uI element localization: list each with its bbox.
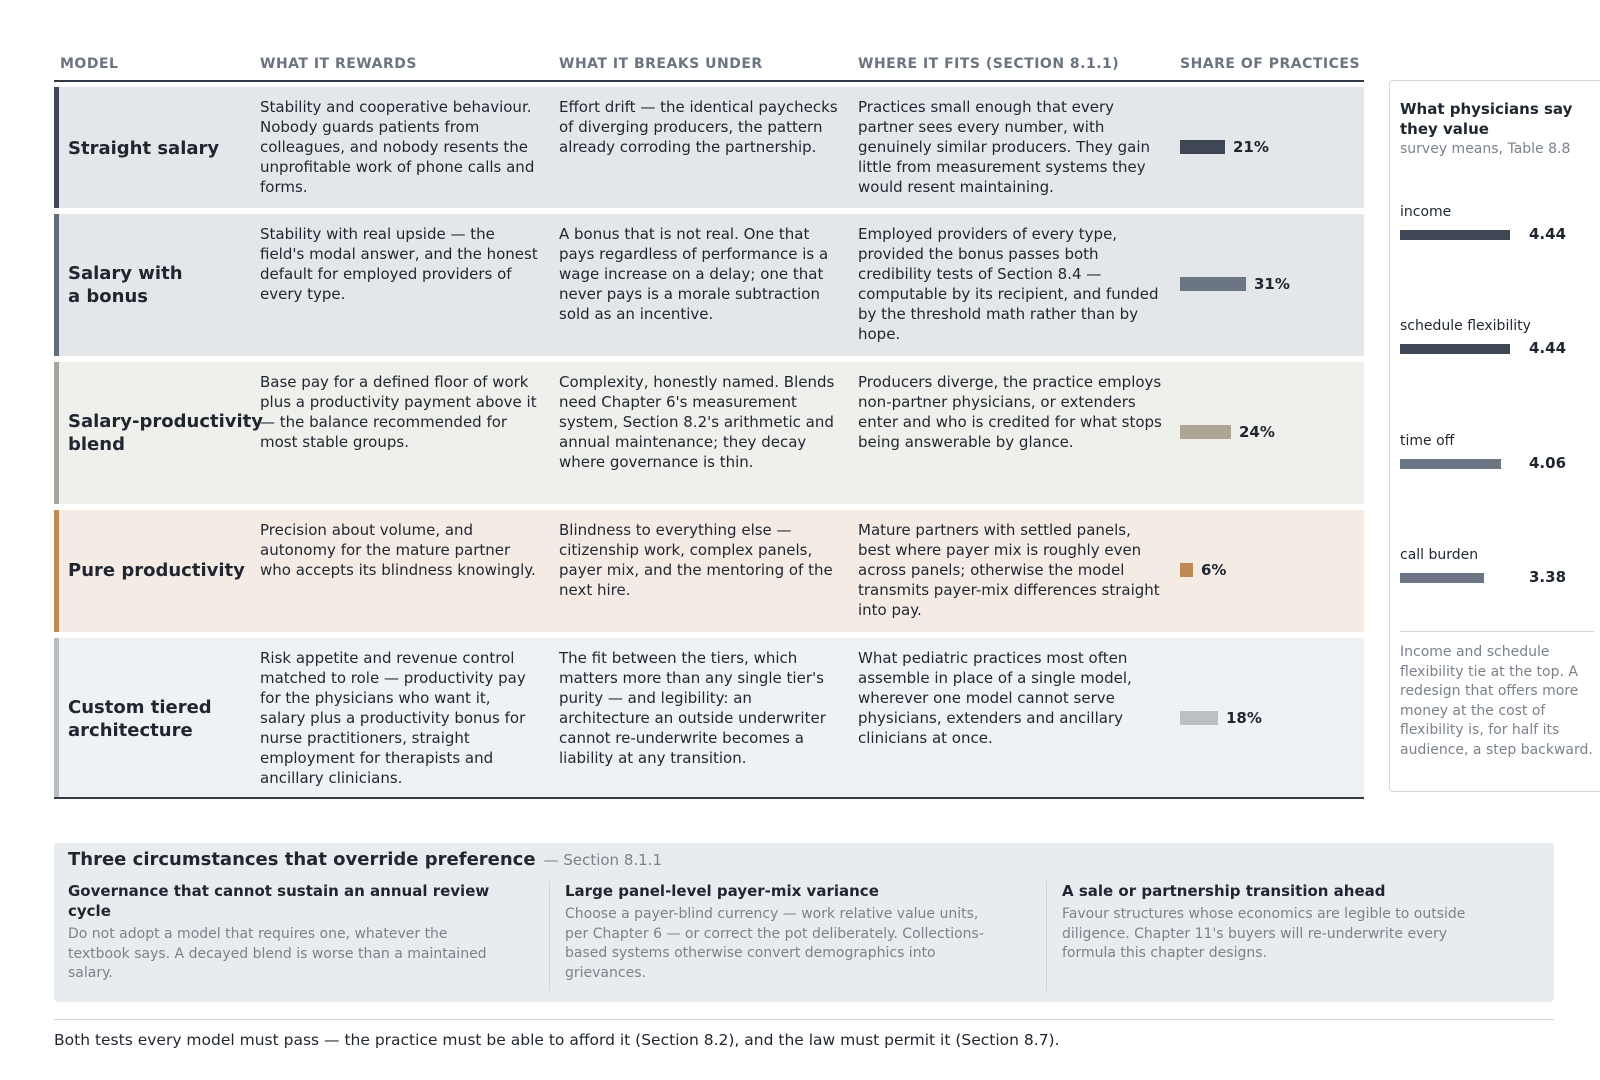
row-accent [54,510,59,632]
share-bar [1180,425,1231,439]
model-name: Pure productivity [68,560,245,581]
panel-subtitle: survey means, Table 8.8 [1400,141,1571,157]
rewards-cell: Precision about volume, and autonomy for the mature partner who accepts its blindness knowingly. [260,521,536,579]
metric-call-burden [1400,546,1595,588]
fits-cell: Employed providers of every type, provided the bonus passes both credibility tests of Section 8.4 — computable by its recipient, and funded by the threshold math rather than by hope. [858,225,1159,343]
share-value: 18% [1226,709,1262,727]
table-row [54,638,1364,797]
footer-note: Both tests every model must pass — the practice must be able to afford it (Section 8.2), and the law must permit it (Section 8.7). [54,1031,1060,1049]
share-value: 21% [1233,138,1269,156]
circumstance-body: Favour structures whose economics are legible to outside diligence. Chapter 11's buyers will re-underwrite every formula this chapter designs. [1062,906,1466,961]
circumstance-item [68,881,508,984]
circumstance-body: Do not adopt a model that requires one, whatever the textbook says. A decayed blend is worse than a maintained salary. [68,926,487,981]
share-indicator [1180,138,1269,156]
circumstances-box [54,843,1554,1002]
column-divider [549,881,550,991]
metric-bar [1400,344,1510,354]
fits-cell: What pediatric practices most often assemble in place of a single model, wherever one model cannot serve physicians, extenders and ancillary clinicians at once. [858,649,1132,747]
metric-bar [1400,573,1484,583]
table-bottom-rule [54,797,1364,799]
metric-schedule-flexibility [1400,317,1595,359]
table-header [54,56,1364,82]
model-name: Salary-productivity blend [68,411,264,455]
share-bar [1180,711,1218,725]
circumstance-heading: Large panel-level payer-mix variance [565,882,879,900]
metric-value: 4.06 [1529,454,1567,472]
breaks-cell: Complexity, honestly named. Blends need Chapter 6's measurement system, Section 8.2's arithmetic and annual maintenance; they decay where governance is thin. [559,373,835,471]
circumstance-item [1062,881,1502,964]
panel-note: Income and schedule flexibility tie at the top. A redesign that offers more money at the cost of flexibility is, for half its audience, a step backward. [1400,644,1593,758]
metric-bar [1400,230,1510,240]
circumstance-heading: Governance that cannot sustain an annual review cycle [68,882,490,920]
metric-income [1400,203,1595,245]
model-name: Straight salary [68,138,220,159]
breaks-cell: A bonus that is not real. One that pays regardless of performance is a wage increase on a delay; one that never pays is a morale subtraction sold as an incentive. [559,225,829,323]
rewards-cell: Base pay for a defined floor of work plus a productivity payment above it — the balance recommended for most stable groups. [260,373,537,451]
circumstance-item [565,881,1005,983]
share-value: 6% [1201,561,1227,579]
panel-title: What physicians say they value [1400,100,1573,138]
breaks-cell: The fit between the tiers, which matters more than any single tier's purity — and legibility: an architecture an outside underwriter cannot re-underwrite becomes a liability at any transition. [559,649,826,767]
table-row [54,87,1364,208]
table-row [54,362,1364,504]
share-bar [1180,140,1225,154]
col-header-fits: WHERE IT FITS (SECTION 8.1.1) [858,56,1120,72]
rewards-cell: Stability and cooperative behaviour. Nobody guards patients from colleagues, and nobody resents the unprofitable work of phone calls and forms. [260,98,535,196]
model-name: Custom tiered architecture [68,697,212,741]
share-indicator [1180,423,1275,441]
circumstance-heading: A sale or partnership transition ahead [1062,882,1386,900]
metric-label: income [1400,204,1452,220]
share-indicator [1180,561,1226,579]
circumstances-heading: Three circumstances that override preference [68,849,536,870]
metric-label: time off [1400,433,1455,449]
rewards-cell: Risk appetite and revenue control matched to role — productivity pay for the physicians who want it, salary plus a productivity bonus for nurse practitioners, straight employment for therapists and ancillary clinicians. [260,649,526,787]
row-accent [54,214,59,356]
table-row [54,510,1364,632]
row-accent [54,87,59,208]
metric-value: 4.44 [1529,339,1567,357]
col-header-share: SHARE OF PRACTICES [1180,56,1361,72]
share-indicator [1180,275,1290,293]
share-value: 24% [1239,423,1275,441]
metric-value: 3.38 [1529,568,1567,586]
share-bar [1180,563,1193,577]
table-row [54,214,1364,356]
col-header-rewards: WHAT IT REWARDS [260,56,417,72]
circumstances-title [68,849,662,870]
metric-label: schedule flexibility [1400,318,1531,334]
share-bar [1180,277,1246,291]
row-accent [54,638,59,797]
rewards-cell: Stability with real upside — the field's modal answer, and the honest default for employed providers of every type. [260,225,538,303]
col-header-breaks: WHAT IT BREAKS UNDER [559,56,763,72]
metric-bar [1400,459,1501,469]
breaks-cell: Effort drift — the identical paychecks of diverging producers, the pattern already corroding the partnership. [559,98,838,156]
share-indicator [1180,709,1262,727]
circumstances-section: — Section 8.1.1 [543,851,662,869]
fits-cell: Mature partners with settled panels, best where payer mix is roughly even across panels; otherwise the model transmits payer-mix differences straight into pay. [858,521,1160,619]
fits-cell: Practices small enough that every partner sees every number, with genuinely similar producers. They gain little from measurement systems they would resent maintaining. [858,98,1151,196]
share-value: 31% [1254,275,1290,293]
circumstance-body: Choose a payer-blind currency — work relative value units, per Chapter 6 — or correct the pot deliberately. Collections-based systems otherwise convert demographics into grievances. [565,906,984,981]
column-divider [1046,881,1047,991]
metric-time-off [1400,432,1595,474]
row-accent [54,362,59,504]
metric-value: 4.44 [1529,225,1567,243]
footer-rule [54,1019,1554,1020]
values-panel [1389,80,1600,792]
col-header-model: MODEL [60,56,119,72]
fits-cell: Producers diverge, the practice employs non-partner physicians, or extenders enter and who is credited for what stops being answerable by glance. [858,373,1162,451]
metric-label: call burden [1400,547,1479,563]
model-name: Salary with a bonus [68,263,183,307]
breaks-cell: Blindness to everything else — citizenship work, complex panels, payer mix, and the mentoring of the next hire. [559,521,833,599]
panel-divider [1400,631,1594,632]
